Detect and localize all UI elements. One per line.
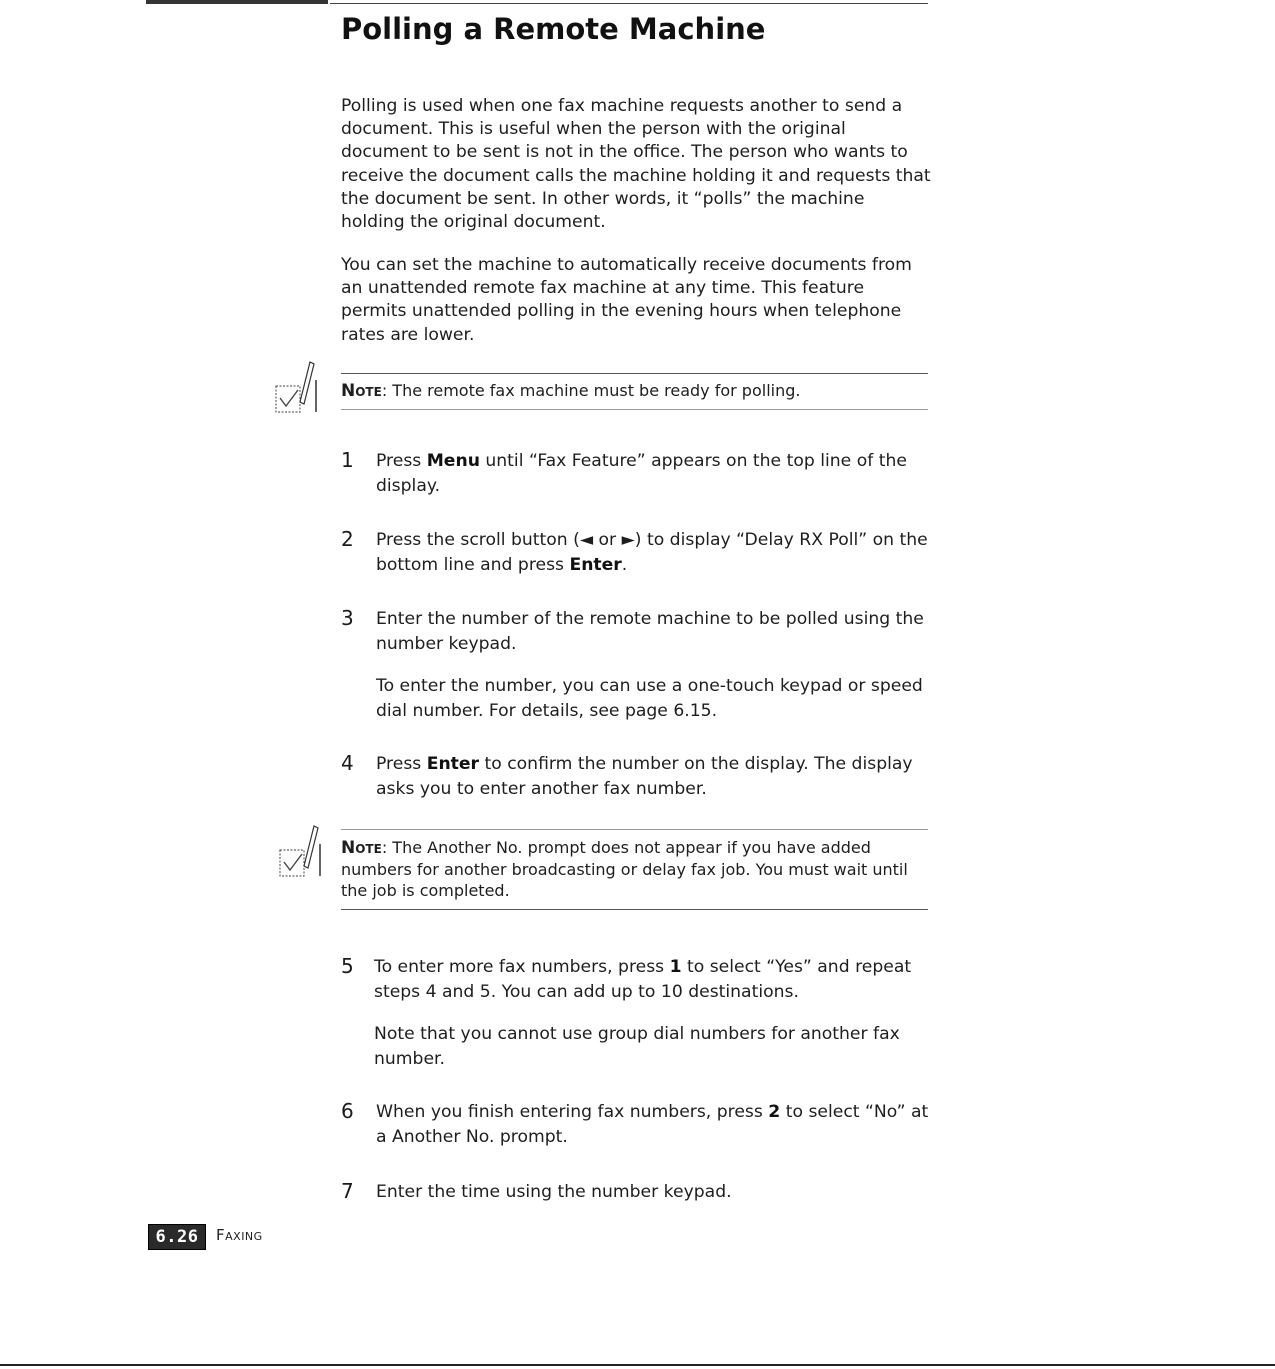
intro-paragraph-1: Polling is used when one fax machine requests another to send a document. This is useful when the person with the original document to be sent is not in the office. The person who wants to receive the document calls the machine holding it and requests that the document be sent. In other words, it “polls” the machine holding the original document. — [341, 96, 931, 233]
note-2: Note: The Another No. prompt does not appear if you have added numbers for another broadcasting or delay fax job. You must wait until the job is completed. — [341, 838, 908, 900]
step-number: 3 — [341, 606, 354, 630]
step-number: 6 — [341, 1099, 354, 1123]
step-text: Enter the number of the remote machine to be polled using the number keypad. — [376, 609, 924, 654]
note-1: Note: The remote fax machine must be ready for polling. — [341, 381, 801, 401]
section-label: Faxing — [216, 1226, 263, 1244]
note-label: Note — [341, 381, 382, 401]
step-text: Press Enter to confirm the number on the display. The display asks you to enter another fax number. — [376, 754, 913, 799]
step-number: 1 — [341, 448, 354, 472]
header-rule — [330, 3, 928, 4]
step-number: 7 — [341, 1179, 354, 1203]
note-text: The Another No. prompt does not appear if you have added numbers for another broadcasting or delay fax job. You must wait until the job is completed. — [341, 838, 908, 900]
step-text: Enter the time using the number keypad. — [376, 1182, 732, 1202]
step-subtext: To enter the number, you can use a one-touch keypad or speed dial number. For details, see page 6.15. — [376, 676, 923, 721]
step-number: 2 — [341, 527, 354, 551]
step-text: Press Menu until “Fax Feature” appears on the top line of the display. — [376, 451, 907, 496]
note-text: The remote fax machine must be ready for polling. — [392, 381, 801, 400]
step-number: 5 — [341, 954, 354, 978]
header-bar — [146, 0, 328, 4]
note-rule-top — [341, 829, 928, 830]
step-subtext: Note that you cannot use group dial numbers for another fax number. — [374, 1024, 900, 1069]
note-pencil-icon — [276, 824, 324, 880]
intro-paragraph-2: You can set the machine to automatically receive documents from an unattended remote fax machine at any time. This feature permits unattended polling in the evening hours when telephone rates are lower. — [341, 255, 912, 345]
note-pencil-icon — [272, 360, 320, 416]
note-rule-bottom — [341, 409, 928, 410]
page-number-badge: 6.26 — [148, 1224, 206, 1250]
step-number: 4 — [341, 751, 354, 775]
note-rule-top — [341, 373, 928, 374]
step-text: When you finish entering fax numbers, press 2 to select “No” at a Another No. prompt. — [376, 1102, 929, 1147]
step-text: To enter more fax numbers, press 1 to select “Yes” and repeat steps 4 and 5. You can add up to 10 destinations. — [374, 957, 912, 1002]
page-title: Polling a Remote Machine — [341, 12, 766, 46]
note-label: Note — [341, 838, 382, 858]
step-text: Press the scroll button (◄ or ►) to display “Delay RX Poll” on the bottom line and press Enter. — [376, 530, 928, 575]
bottom-rule — [0, 1364, 1275, 1366]
note-rule-bottom — [341, 909, 928, 910]
